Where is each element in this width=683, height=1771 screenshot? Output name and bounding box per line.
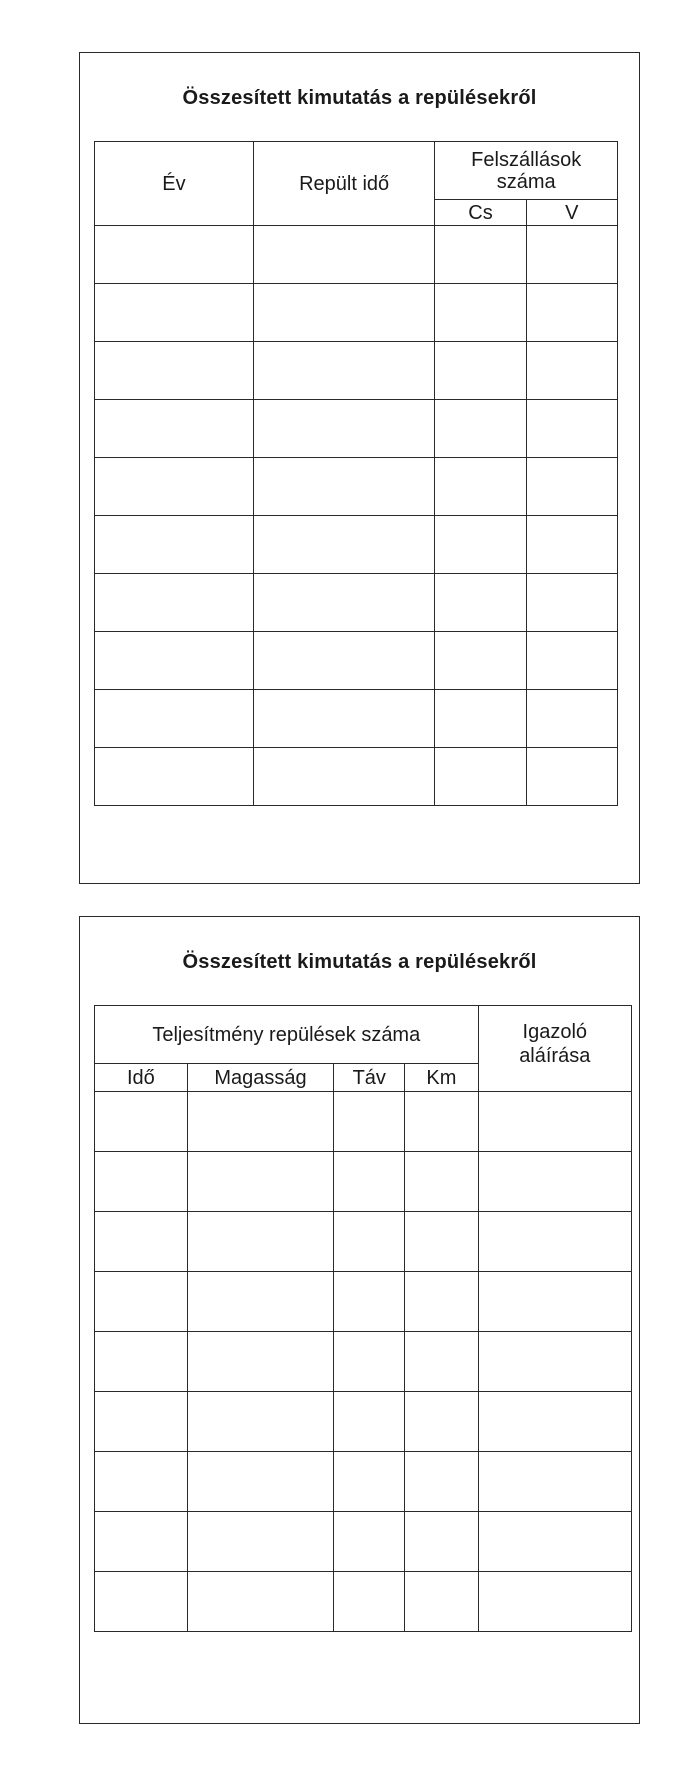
signature-cell[interactable]	[478, 1152, 631, 1212]
table-row	[95, 1212, 632, 1272]
altitude-cell[interactable]	[187, 1392, 334, 1452]
year-cell[interactable]	[95, 284, 254, 342]
signature-cell[interactable]	[478, 1452, 631, 1512]
km-cell[interactable]	[405, 1092, 478, 1152]
summary-table-body	[95, 226, 618, 806]
km-cell[interactable]	[405, 1332, 478, 1392]
km-cell[interactable]	[405, 1272, 478, 1332]
km-cell[interactable]	[405, 1512, 478, 1572]
column-header-flight-time: Repült idő	[253, 142, 434, 226]
km-cell[interactable]	[405, 1212, 478, 1272]
column-header-time: Idő	[95, 1064, 188, 1092]
time-cell[interactable]	[95, 1392, 188, 1452]
time-cell[interactable]	[95, 1572, 188, 1632]
year-cell[interactable]	[95, 342, 254, 400]
km-cell[interactable]	[405, 1392, 478, 1452]
signature-cell[interactable]	[478, 1212, 631, 1272]
distance-cell[interactable]	[334, 1272, 405, 1332]
takeoffs-v-cell[interactable]	[526, 284, 617, 342]
time-cell[interactable]	[95, 1212, 188, 1272]
flight-time-cell[interactable]	[253, 574, 434, 632]
column-header-km: Km	[405, 1064, 478, 1092]
distance-cell[interactable]	[334, 1092, 405, 1152]
flight-time-cell[interactable]	[253, 690, 434, 748]
distance-cell[interactable]	[334, 1572, 405, 1632]
flight-time-cell[interactable]	[253, 284, 434, 342]
year-cell[interactable]	[95, 226, 254, 284]
column-header-takeoffs-v: V	[526, 200, 617, 226]
km-cell[interactable]	[405, 1152, 478, 1212]
time-cell[interactable]	[95, 1152, 188, 1212]
takeoffs-cs-cell[interactable]	[435, 690, 526, 748]
takeoffs-cs-cell[interactable]	[435, 458, 526, 516]
summary-form-card	[79, 52, 640, 884]
takeoffs-v-cell[interactable]	[526, 342, 617, 400]
altitude-cell[interactable]	[187, 1212, 334, 1272]
table-row	[95, 400, 618, 458]
takeoffs-cs-cell[interactable]	[435, 632, 526, 690]
flight-time-cell[interactable]	[253, 748, 434, 806]
column-header-performance-flights: Teljesítmény repülések száma	[95, 1006, 479, 1064]
performance-table	[94, 1005, 632, 1632]
takeoffs-cs-cell[interactable]	[435, 400, 526, 458]
signature-cell[interactable]	[478, 1572, 631, 1632]
year-cell[interactable]	[95, 748, 254, 806]
signature-cell[interactable]	[478, 1512, 631, 1572]
table-row	[95, 1272, 632, 1332]
takeoffs-cs-cell[interactable]	[435, 748, 526, 806]
year-cell[interactable]	[95, 632, 254, 690]
distance-cell[interactable]	[334, 1452, 405, 1512]
year-cell[interactable]	[95, 516, 254, 574]
time-cell[interactable]	[95, 1452, 188, 1512]
summary-form-title: Összesített kimutatás a repülésekről	[182, 87, 537, 109]
takeoffs-v-cell[interactable]	[526, 690, 617, 748]
takeoffs-v-cell[interactable]	[526, 632, 617, 690]
performance-table-body	[95, 1092, 632, 1632]
distance-cell[interactable]	[334, 1332, 405, 1392]
takeoffs-cs-cell[interactable]	[435, 342, 526, 400]
takeoffs-v-cell[interactable]	[526, 574, 617, 632]
table-row	[95, 748, 618, 806]
altitude-cell[interactable]	[187, 1272, 334, 1332]
table-row	[95, 1092, 632, 1152]
distance-cell[interactable]	[334, 1212, 405, 1272]
table-row	[95, 1452, 632, 1512]
flight-time-cell[interactable]	[253, 458, 434, 516]
time-cell[interactable]	[95, 1272, 188, 1332]
year-cell[interactable]	[95, 690, 254, 748]
time-cell[interactable]	[95, 1332, 188, 1392]
table-row	[95, 1152, 632, 1212]
distance-cell[interactable]	[334, 1392, 405, 1452]
altitude-cell[interactable]	[187, 1512, 334, 1572]
table-row	[95, 1392, 632, 1452]
table-row	[95, 226, 618, 284]
column-header-takeoffs-cs: Cs	[435, 200, 526, 226]
altitude-cell[interactable]	[187, 1092, 334, 1152]
flight-time-cell[interactable]	[253, 342, 434, 400]
table-row	[95, 1572, 632, 1632]
column-header-altitude: Magasság	[187, 1064, 334, 1092]
year-cell[interactable]	[95, 574, 254, 632]
altitude-cell[interactable]	[187, 1572, 334, 1632]
takeoffs-v-cell[interactable]	[526, 458, 617, 516]
time-cell[interactable]	[95, 1512, 188, 1572]
takeoffs-v-cell[interactable]	[526, 516, 617, 574]
signature-cell[interactable]	[478, 1272, 631, 1332]
table-row	[95, 516, 618, 574]
distance-cell[interactable]	[334, 1512, 405, 1572]
year-cell[interactable]	[95, 458, 254, 516]
takeoffs-v-cell[interactable]	[526, 400, 617, 458]
takeoffs-cs-cell[interactable]	[435, 574, 526, 632]
flight-time-cell[interactable]	[253, 226, 434, 284]
takeoffs-cs-cell[interactable]	[435, 226, 526, 284]
takeoffs-cs-cell[interactable]	[435, 516, 526, 574]
summary-table	[94, 141, 618, 806]
flight-time-cell[interactable]	[253, 516, 434, 574]
altitude-cell[interactable]	[187, 1332, 334, 1392]
altitude-cell[interactable]	[187, 1452, 334, 1512]
takeoffs-v-cell[interactable]	[526, 226, 617, 284]
table-row	[95, 284, 618, 342]
column-header-takeoffs: Felszállások száma	[435, 142, 618, 200]
takeoffs-cs-cell[interactable]	[435, 284, 526, 342]
signature-cell[interactable]	[478, 1092, 631, 1152]
km-cell[interactable]	[405, 1572, 478, 1632]
table-row	[95, 342, 618, 400]
altitude-cell[interactable]	[187, 1152, 334, 1212]
flight-time-cell[interactable]	[253, 400, 434, 458]
column-header-year: Év	[95, 142, 254, 226]
column-header-distance: Táv	[334, 1064, 405, 1092]
table-row	[95, 574, 618, 632]
signature-cell[interactable]	[478, 1332, 631, 1392]
table-row	[95, 1332, 632, 1392]
takeoffs-v-cell[interactable]	[526, 748, 617, 806]
table-row	[95, 690, 618, 748]
performance-form-card	[79, 916, 640, 1724]
flight-time-cell[interactable]	[253, 632, 434, 690]
time-cell[interactable]	[95, 1092, 188, 1152]
table-row	[95, 632, 618, 690]
distance-cell[interactable]	[334, 1152, 405, 1212]
performance-form-title: Összesített kimutatás a repülésekről	[182, 951, 537, 973]
signature-cell[interactable]	[478, 1392, 631, 1452]
year-cell[interactable]	[95, 400, 254, 458]
table-row	[95, 458, 618, 516]
km-cell[interactable]	[405, 1452, 478, 1512]
column-header-signature: Igazoló aláírása	[478, 1006, 631, 1092]
table-row	[95, 1512, 632, 1572]
